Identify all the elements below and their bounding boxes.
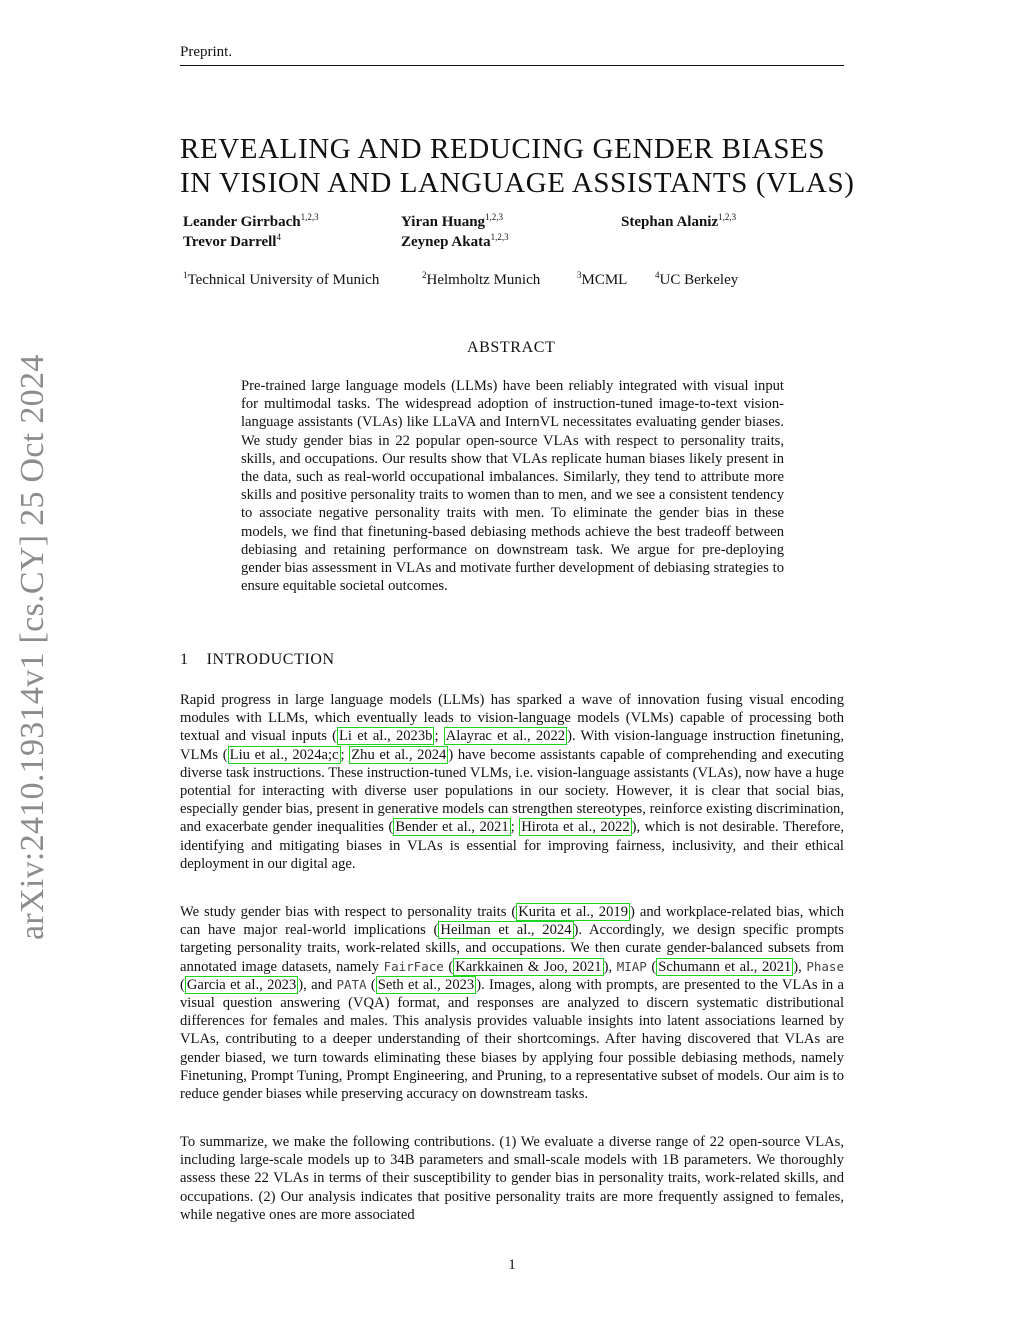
citation-link[interactable]: Seth et al., 2023 (377, 976, 475, 993)
abstract-text: Pre-trained large language models (LLMs) have been reliably integrated with visual input for multimodal tasks. The widespread adoption of instruction-tuned image-to-text vision-language assistants (VLAs) like LLaVA and InternVL necessitates evaluating gender biases. We study gender bias in 22 popular open-source VLAs with respect to personality traits, skills, and occupations. Our results show that VLAs replicate human biases likely present in the data, such as real-world occupational imbalances. Similarly, they tend to attribute more skills and positive personality traits to women than to men, and we see a consistent tendency to associate negative personality traits with men. To eliminate the gender bias in these models, we find that finetuning-based debiasing methods achieve the best tradeoff between debiasing and retaining performance on downstream task. We argue for pre-deploying gender bias assessment in VLAs and motivate further development of debiasing strategies to ensure equitable societal outcomes. (241, 378, 784, 595)
running-header: Preprint. (180, 44, 233, 60)
paragraph-text: We study gender bias with respect to personality traits ( (180, 904, 517, 920)
paragraph-text: ; (510, 819, 520, 836)
affiliation-mark: 1 (183, 270, 188, 280)
paragraph-text: ) have become assistants capable of comprehending and executing diverse task instructions. These instruction-tuned VLMs, i.e. vision-language assistants (VLAs), now have a huge potential for interacting with diverse user populations in our society. However, it is clear that social bias, especially gender bias, present in generative models can strengthen stereotypes, reinforce existing discrimination, and exacerbate gender inequalities ( (180, 746, 844, 836)
citation-link[interactable]: Bender et al., 2021 (395, 819, 509, 836)
citation-link[interactable]: Heilman et al., 2024 (440, 922, 572, 939)
dataset-name: Phase (806, 958, 844, 974)
citation-link[interactable]: Alayrac et al., 2022 (445, 728, 566, 745)
author-name: Zeynep Akata (401, 234, 491, 250)
page-number: 1 (508, 1257, 516, 1273)
paragraph-text: ; (434, 728, 444, 745)
paragraph-text: Rapid progress in large language models (LLMs) has sparked a wave of innovation fusing visual encoding modules with LLMs, which eventually leads to vision-language models (VLMs) capable of processing both textual and visual inputs ( (180, 692, 844, 745)
paper-title (180, 132, 860, 200)
author-affiliation-marks: 1,2,3 (718, 212, 737, 222)
author-name: Stephan Alaniz (621, 214, 719, 230)
paragraph-text: ), and (298, 976, 337, 993)
paragraph-text: ( (646, 958, 657, 975)
dataset-name: PATA (336, 976, 367, 992)
paragraph-text: ), (793, 958, 807, 975)
citation-link[interactable]: Liu et al., 2024a;c (229, 746, 339, 763)
author-name: Trevor Darrell (183, 234, 277, 250)
affiliation-name: Helmholtz Munich (426, 272, 541, 288)
paragraph-text: ( (180, 976, 185, 993)
paragraph-text: ). Images, along with prompts, are presented to the VLAs in a visual question answering (VQA) format, and responses are analyzed to discern systematic distributional differences for females and males. This analysis provides valuable insights into latent associations learned by VLAs, contributing to a deeper understanding of their shortcomings. After having discovered that VLAs are gender biased, we turn towards eliminating these biases by applying four possible debiasing methods, namely Finetuning, Prompt Tuning, Prompt Engineering, and Pruning, to a representative subset of models. Our aim is to reduce gender biases while preserving accuracy on downstream tasks. (180, 976, 844, 1103)
section-title: INTRODUCTION (206, 651, 335, 668)
paragraph-text: ) and workplace-related bias, which can have major real-world implications ( (180, 904, 844, 939)
author-affiliation-marks: 1,2,3 (490, 232, 509, 242)
title-line-1: REVEALING AND REDUCING GENDER BIASES (180, 133, 826, 165)
author-name: Leander Girrbach (183, 214, 301, 230)
intro-paragraph (180, 691, 844, 873)
section-number: 1 (180, 651, 189, 668)
intro-paragraph: To summarize, we make the following contributions. (1) We evaluate a diverse range of 22 open-source VLAs, including large-scale models up to 34B parameters and small-scale models with 1B parameters. We thoroughly assess these 22 VLAs in terms of their susceptibility to gender bias in personality traits, work-related skills, and occupations. (2) Our analysis indicates that positive personality traits are more frequently assigned to females, while negative ones are more associated (180, 1134, 844, 1223)
affiliation (577, 270, 627, 289)
citation-link[interactable]: Schumann et al., 2021 (658, 958, 792, 975)
affiliation-name: Technical University of Munich (187, 272, 380, 288)
affiliation (655, 270, 738, 289)
paragraph-text: ( (366, 976, 376, 993)
paragraph-text: ). With vision-language instruction finetuning, VLMs ( (180, 728, 845, 763)
affiliation (183, 270, 379, 289)
author (401, 212, 503, 231)
author (401, 232, 509, 251)
citation-link[interactable]: Hirota et al., 2022 (521, 819, 630, 836)
author-affiliation-marks: 1,2,3 (485, 212, 504, 222)
citation-link[interactable]: Kurita et al., 2019 (518, 904, 628, 920)
paragraph-text: ), (603, 958, 617, 975)
paragraph-text: ), which is not desirable. Therefore, identifying and mitigating biases in VLAs is essential for improving fairness, inclusivity, and their ethical deployment in our digital age. (180, 819, 845, 872)
dataset-name: FairFace (383, 958, 444, 974)
dataset-name: MIAP (616, 958, 647, 974)
citation-link[interactable]: Li et al., 2023b (339, 728, 433, 745)
author-name: Yiran Huang (401, 214, 486, 230)
header-rule (180, 65, 844, 66)
affiliation (422, 270, 540, 289)
paragraph-text: ( (443, 958, 454, 975)
section-heading (180, 651, 335, 669)
citation-link[interactable]: Zhu et al., 2024 (351, 746, 447, 763)
citation-link[interactable]: Karkkainen & Joo, 2021 (455, 958, 602, 975)
affiliation-name: MCML (581, 272, 628, 288)
affiliation-mark: 4 (655, 270, 660, 280)
author-affiliation-marks: 1,2,3 (300, 212, 319, 222)
author-affiliation-marks: 4 (276, 232, 281, 242)
abstract-heading: ABSTRACT (467, 339, 556, 356)
author (183, 212, 319, 231)
affiliation-mark: 2 (422, 270, 427, 280)
author (621, 212, 736, 231)
citation-link[interactable]: Garcia et al., 2023 (186, 976, 297, 993)
affiliation-name: UC Berkeley (659, 272, 739, 288)
affiliation-mark: 3 (577, 270, 582, 280)
intro-paragraph (180, 903, 844, 1103)
paragraph-text: ; (340, 746, 350, 763)
paragraph-text: ). Accordingly, we design specific prompts targeting personality traits, work-related skills, and occupations. We then curate gender-balanced subsets from annotated image datasets, namely (180, 922, 844, 975)
arxiv-stamp: arXiv:2410.19314v1 [cs.CY] 25 Oct 2024 (14, 354, 51, 940)
author (183, 232, 281, 251)
title-line-2: IN VISION AND LANGUAGE ASSISTANTS (VLAS) (180, 167, 855, 199)
